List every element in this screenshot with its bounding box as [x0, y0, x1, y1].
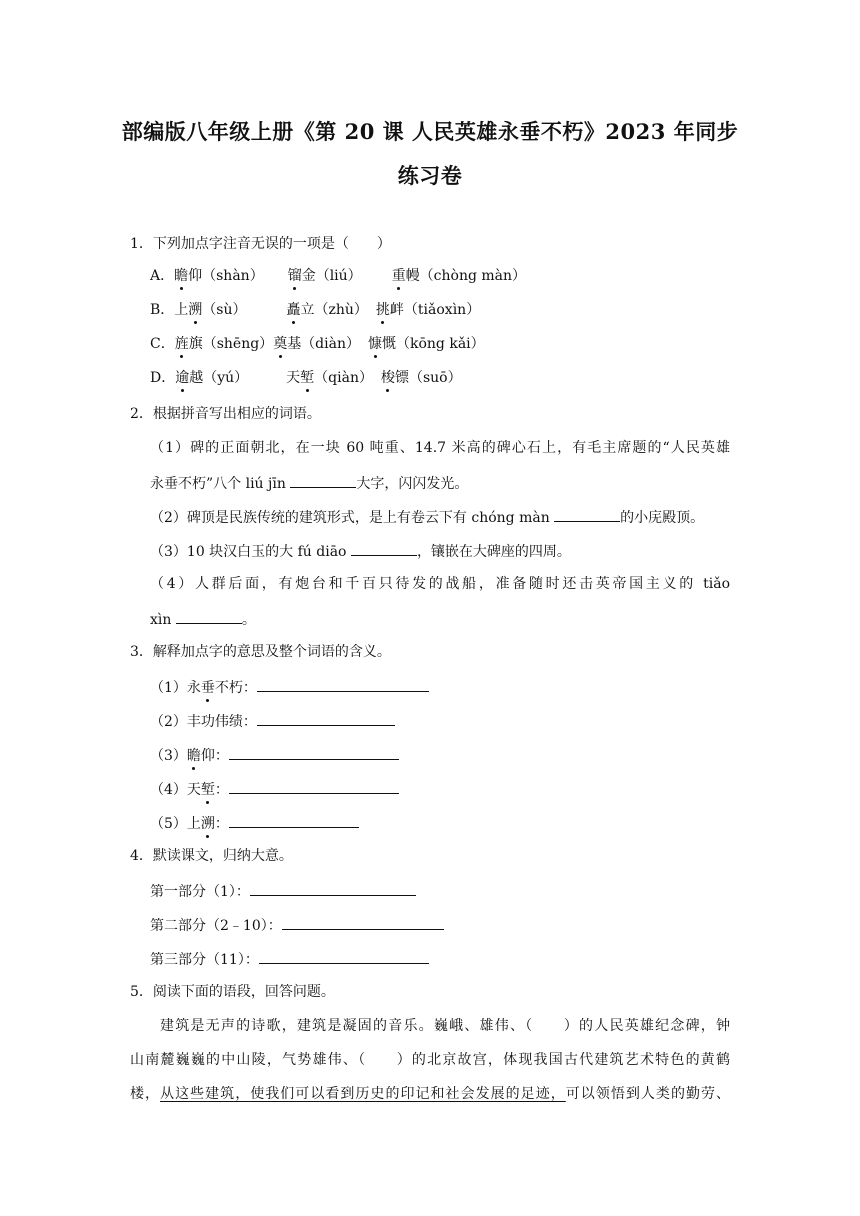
q1-stem: 1．下列加点字注音无误的一项是（ ） — [130, 236, 391, 252]
q2-p4-line1: （4）人群后面，有炮台和千百只待发的战船，准备随时还击英帝国主义的 tiǎo — [150, 576, 730, 592]
q1-option-b — [150, 300, 480, 320]
dotted-char: 挑 — [375, 302, 390, 318]
dotted-char: 溯 — [200, 816, 215, 832]
item-text: （3） — [150, 748, 187, 764]
q1-option-d — [150, 368, 462, 388]
item-text: 第二部分（2﹣10）： — [150, 918, 282, 934]
passage-text: 可以领悟到人类的勤劳、 — [565, 1086, 731, 1102]
item-text: （4）天 — [150, 782, 201, 798]
item-text: （1）永 — [150, 680, 201, 696]
q5-passage-line2: 山南麓巍巍的中山陵，气势雄伟、（ ）的北京故宫，体现我国古代建筑艺术特色的黄鹤 — [130, 1052, 730, 1068]
option-label: C． — [150, 336, 175, 352]
dotted-char: 梭 — [380, 370, 395, 386]
dotted-char: 垂 — [200, 680, 215, 696]
answer-blank[interactable] — [257, 676, 429, 692]
option-text: 立（zhù） — [300, 302, 368, 318]
dotted-char: 旌 — [174, 336, 189, 352]
paragraph-text: 大字，闪闪发光。 — [356, 476, 469, 492]
q2-stem: 2．根据拼音写出相应的词语。 — [130, 406, 321, 422]
q1-option-a — [150, 266, 526, 286]
item-text: （2）丰功伟绩： — [150, 714, 257, 730]
passage-text: 楼， — [130, 1086, 161, 1102]
dotted-char: 溯 — [188, 302, 203, 318]
q2-p1-line2 — [150, 472, 468, 494]
q2-p1-line1: （1）碑的正面朝北，在一块 60 吨重、14.7 米高的碑心石上，有毛主席题的“人民英雄 — [150, 440, 730, 456]
page-title: 部编版八年级上册《第 20 课 人民英雄永垂不朽》2023 年同步 — [121, 119, 739, 144]
q4-part-2 — [150, 914, 444, 936]
dotted-char: 奠 — [273, 336, 288, 352]
answer-blank[interactable] — [257, 710, 395, 726]
q5-passage-line1: 建筑是无声的诗歌，建筑是凝固的音乐。巍峨、雄伟、（ ）的人民英雄纪念碑，钟 — [160, 1018, 730, 1034]
dotted-char: 重 — [391, 268, 406, 284]
answer-blank[interactable] — [229, 778, 399, 794]
option-text: 慨（kōng kǎi） — [382, 336, 485, 352]
q4-part-1 — [150, 880, 416, 902]
paragraph-text: 永垂不朽”八个 liú jīn — [150, 476, 291, 492]
paragraph-text: xìn — [150, 612, 176, 628]
option-text: 天 — [286, 370, 301, 386]
dotted-char: 慷 — [368, 336, 382, 352]
item-text: （5）上 — [150, 816, 201, 832]
underlined-sentence: 从这些建筑，使我们可以看到历史的印记和社会发展的足迹， — [160, 1086, 566, 1102]
answer-blank[interactable] — [229, 744, 399, 760]
answer-blank[interactable] — [290, 472, 356, 488]
option-text: （sù） — [202, 302, 247, 318]
q5-passage-line3 — [130, 1084, 730, 1104]
dotted-char: 镏 — [287, 268, 302, 284]
q2-p3 — [150, 540, 571, 562]
paragraph-text: （3）10 块汉白玉的大 fú diāo — [150, 544, 351, 560]
q2-p4-line2 — [150, 608, 256, 630]
dotted-char: 堑 — [200, 782, 215, 798]
item-text: 第三部分（11）： — [150, 952, 259, 968]
answer-blank[interactable] — [250, 880, 416, 896]
option-text: 旗（shēng） — [188, 336, 274, 352]
option-label: B． — [150, 302, 175, 318]
q4-part-3 — [150, 948, 429, 970]
dotted-char: 堑 — [300, 370, 315, 386]
answer-blank[interactable] — [229, 812, 359, 828]
option-text: 基（diàn） — [287, 336, 360, 352]
q4-stem: 4．默读课文，归纳大意。 — [130, 848, 293, 864]
option-text: 衅（tiǎoxìn） — [389, 302, 481, 318]
item-text: 仰： — [200, 748, 229, 764]
q2-p2 — [150, 506, 704, 528]
answer-blank[interactable] — [259, 948, 429, 964]
option-text: 仰（shàn） — [188, 268, 264, 284]
item-text: 不朽： — [214, 680, 257, 696]
q3-item-2 — [150, 710, 395, 732]
paragraph-text: 的小庑殿顶。 — [620, 510, 705, 526]
answer-blank[interactable] — [554, 506, 620, 522]
q3-item-5 — [150, 812, 359, 834]
dotted-char: 瞻 — [174, 268, 189, 284]
dotted-char: 逾 — [175, 370, 190, 386]
paragraph-text: 。 — [241, 612, 256, 628]
answer-blank[interactable] — [176, 608, 242, 624]
paragraph-text: （2）碑顶是民族传统的建筑形式，是上有卷云下有 chóng màn — [150, 510, 555, 526]
q5-stem: 5．阅读下面的语段，回答问题。 — [130, 984, 335, 1000]
q1-option-c — [150, 334, 485, 354]
option-label: A． — [150, 268, 175, 284]
dotted-char: 矗 — [286, 302, 301, 318]
option-label: D． — [150, 370, 176, 386]
q3-stem: 3．解释加点字的意思及整个词语的含义。 — [130, 644, 391, 660]
option-text: 上 — [174, 302, 189, 318]
option-text: （qiàn） — [314, 370, 373, 386]
option-text: 镖（suō） — [394, 370, 462, 386]
q3-item-1 — [150, 676, 429, 698]
item-text: 第一部分（1）： — [150, 884, 250, 900]
paragraph-text: ，镶嵌在大碑座的四周。 — [416, 544, 571, 560]
answer-blank[interactable] — [351, 540, 417, 556]
option-text: 越（yú） — [189, 370, 249, 386]
q3-item-3 — [150, 744, 399, 766]
dotted-char: 瞻 — [186, 748, 201, 764]
page-title-line2: 练习卷 — [397, 163, 463, 188]
item-text: ： — [214, 816, 229, 832]
option-text: 幔（chòng màn） — [405, 268, 527, 284]
answer-blank[interactable] — [282, 914, 444, 930]
option-text: 金（liú） — [301, 268, 362, 284]
q3-item-4 — [150, 778, 399, 800]
item-text: ： — [214, 782, 229, 798]
